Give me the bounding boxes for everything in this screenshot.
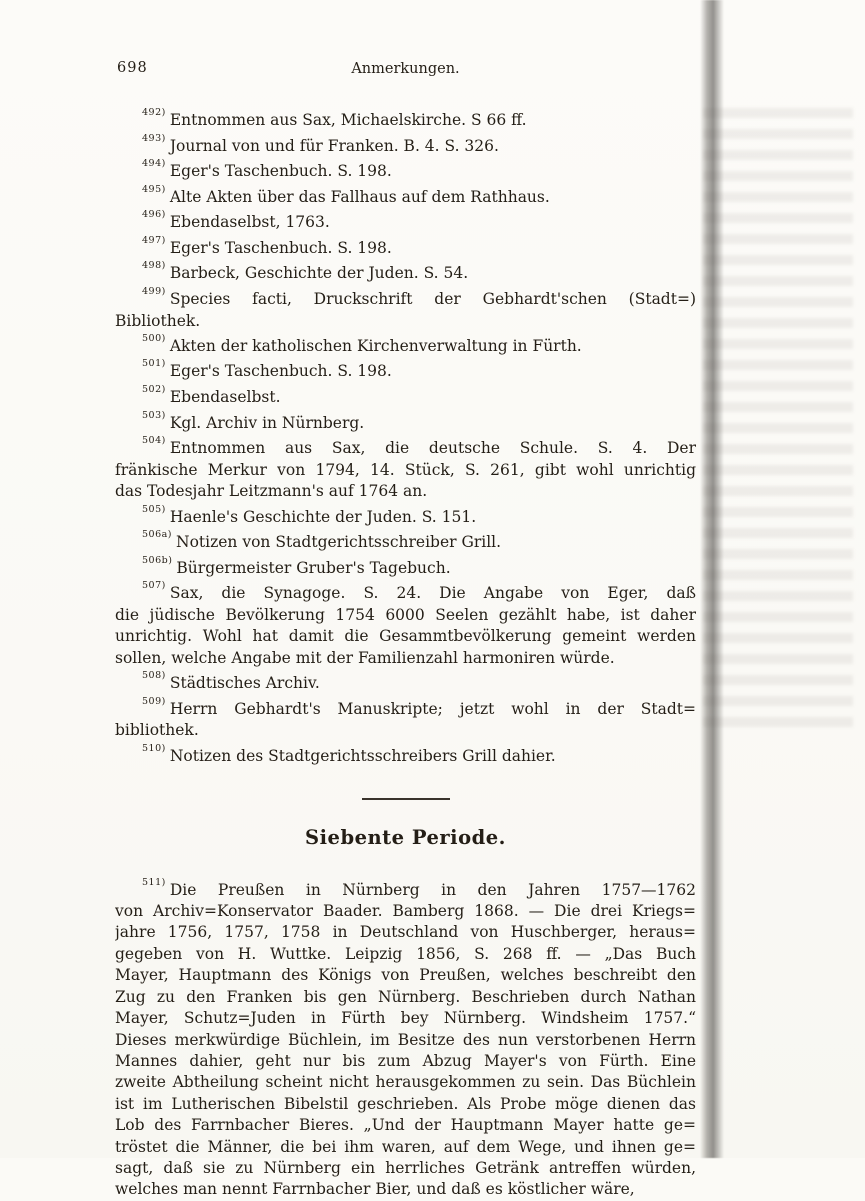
footnote-496 <box>115 208 696 234</box>
footnote-line <box>115 434 696 460</box>
footnote-number: 503) <box>142 409 166 421</box>
bleedthrough-texture <box>703 108 853 738</box>
footnote-number: 497) <box>142 234 166 246</box>
footnote-506a <box>115 528 696 554</box>
footnote-number: 495) <box>142 183 166 195</box>
footnote-501 <box>115 357 696 383</box>
footnote-line <box>115 383 696 409</box>
footnote-499 <box>115 285 696 332</box>
paragraph-line: welches man nennt Farrnbacher Bier, und daß es köstlicher wäre, <box>115 1180 635 1199</box>
running-header: Anmerkungen. <box>351 61 460 77</box>
paragraph-line: Lob des Farrnbacher Bieres. „Und der Hauptmann Mayer hatte ge= <box>115 1116 696 1135</box>
footnote-line <box>115 742 696 768</box>
footnote-number: 506b) <box>142 554 173 566</box>
footnote-line <box>115 157 696 183</box>
footnote-494 <box>115 157 696 183</box>
footnote-number: 501) <box>142 358 166 370</box>
footnote-504 <box>115 434 696 502</box>
footnote-line <box>115 332 696 358</box>
footnote-text: Eger's Taschenbuch. S. 198. <box>169 362 392 381</box>
page-header <box>115 60 696 84</box>
footnote-number: 500) <box>142 332 166 344</box>
footnote-text: Alte Akten über das Fallhaus auf dem Rathhaus. <box>169 187 550 206</box>
footnote-505 <box>115 503 696 529</box>
paragraph-line <box>115 876 696 902</box>
paragraph-line: von Archiv=Konservator Baader. Bamberg 1868. — Die drei Kriegs= <box>115 902 696 921</box>
footnote-line <box>115 579 696 605</box>
footnote-number: 505) <box>142 503 166 515</box>
paragraph-line: tröstet die Männer, die bei ihm waren, auf dem Wege, und ihnen ge= <box>115 1137 696 1156</box>
page-number: 698 <box>117 60 148 76</box>
footnote-line <box>115 554 696 580</box>
page-edge-shadow <box>700 0 724 1158</box>
footnote-493 <box>115 132 696 158</box>
footnote-text: Eger's Taschenbuch. S. 198. <box>169 238 392 257</box>
footnote-number: 496) <box>142 209 166 221</box>
footnote-number: 492) <box>142 107 166 118</box>
footnote-text: Species facti, Druckschrift der Gebhardt'schen (Stadt=) <box>169 290 696 309</box>
footnote-line <box>115 106 696 132</box>
footnote-508 <box>115 669 696 695</box>
paragraph-text: Die Preußen in Nürnberg in den Jahren 1757—1762 <box>169 880 696 899</box>
footnote-495 <box>115 183 696 209</box>
footnote-497 <box>115 234 696 260</box>
footnote-text: Kgl. Archiv in Nürnberg. <box>169 413 365 432</box>
footnotes-section <box>115 106 696 1201</box>
footnote-number: 508) <box>142 670 166 681</box>
paragraph-line: Mayer, Hauptmann des Königs von Preußen, welches beschreibt den <box>115 966 696 985</box>
footnote-number: 511) <box>142 876 166 888</box>
paragraph-line: Zug zu den Franken bis gen Nürnberg. Beschrieben durch Nathan <box>115 987 696 1006</box>
footnote-text: Entnommen aus Sax, Michaelskirche. S 66 ff. <box>169 111 527 130</box>
footnote-line <box>115 357 696 383</box>
footnote-text: Bürgermeister Gruber's Tagebuch. <box>176 558 451 577</box>
footnote-text: Journal von und für Franken. B. 4. S. 326. <box>169 136 499 155</box>
footnote-number: 493) <box>142 132 166 144</box>
footnote-text: Eger's Taschenbuch. S. 198. <box>169 162 392 181</box>
footnote-text: Herrn Gebhardt's Manuskripte; jetzt wohl in der Stadt= <box>169 699 696 718</box>
footnote-line <box>115 208 696 234</box>
footnote-line <box>115 409 696 435</box>
footnote-number: 507) <box>142 580 166 592</box>
section-separator <box>362 798 450 800</box>
footnote-line <box>115 132 696 158</box>
footnote-number: 499) <box>142 285 166 297</box>
footnote-text: Barbeck, Geschichte der Juden. S. 54. <box>169 264 469 283</box>
footnote-number: 498) <box>142 260 166 272</box>
paragraph-line: jahre 1756, 1757, 1758 in Deutschland von Huschberger, heraus= <box>115 923 696 942</box>
footnote-text: Sax, die Synagoge. S. 24. Die Angabe von Eger, daß <box>169 584 696 603</box>
footnote-502 <box>115 383 696 409</box>
footnote-498 <box>115 259 696 285</box>
paragraph-line: Mayer, Schutz=Juden in Fürth bey Nürnberg. Windsheim 1757.“ <box>115 1009 696 1028</box>
footnote-506b <box>115 554 696 580</box>
paragraph-line: gegeben von H. Wuttke. Leipzig 1856, S. 268 ff. — „Das Buch <box>115 944 696 963</box>
footnote-number: 502) <box>142 384 166 396</box>
footnote-number: 504) <box>142 435 166 447</box>
footnote-text: Ebendaselbst. <box>169 388 281 407</box>
footnote-line: die jüdische Bevölkerung 1754 6000 Seelen gezählt habe, ist daher <box>115 605 696 624</box>
footnote-text: Entnommen aus Sax, die deutsche Schule. S. 4. Der <box>169 439 696 458</box>
footnote-text: Haenle's Geschichte der Juden. S. 151. <box>169 507 477 526</box>
footnote-number: 494) <box>142 158 166 170</box>
footnote-line: das Todesjahr Leitzmann's auf 1764 an. <box>115 482 428 501</box>
footnote-509 <box>115 695 696 742</box>
footnote-507 <box>115 579 696 669</box>
footnote-line <box>115 259 696 285</box>
paragraph-line: sagt, daß sie zu Nürnberg ein herrliches Getränk antreffen würden, <box>115 1158 696 1177</box>
footnote-line: fränkische Merkur von 1794, 14. Stück, S. 261, gibt wohl unrichtig <box>115 460 696 479</box>
footnote-number: 506a) <box>142 529 173 541</box>
footnote-511 <box>115 876 696 1201</box>
footnote-492 <box>115 106 696 132</box>
footnote-line <box>115 183 696 209</box>
footnote-number: 510) <box>142 742 166 754</box>
paragraph-line: zweite Abtheilung scheint nicht herausgekommen zu sein. Das Büchlein <box>115 1073 696 1092</box>
footnote-line <box>115 528 696 554</box>
text-column <box>115 60 696 1201</box>
section-heading: Siebente Periode. <box>305 826 506 850</box>
footnote-line <box>115 234 696 260</box>
footnote-text: Notizen von Stadtgerichtsschreiber Grill. <box>176 533 502 552</box>
footnote-line <box>115 285 696 311</box>
footnote-500 <box>115 332 696 358</box>
footnote-text: Ebendaselbst, 1763. <box>169 213 330 232</box>
footnote-line: sollen, welche Angabe mit der Familienzahl harmoniren würde. <box>115 648 615 667</box>
footnote-number: 509) <box>142 695 166 707</box>
footnote-text: Städtisches Archiv. <box>169 674 320 693</box>
footnote-line: unrichtig. Wohl hat damit die Gesammtbevölkerung gemeint werden <box>115 627 696 646</box>
footnote-510 <box>115 742 696 768</box>
paragraph-line: ist im Lutherischen Bibelstil geschrieben. Als Probe möge dienen das <box>115 1094 696 1113</box>
footnote-text: Notizen des Stadtgerichtsschreibers Grill dahier. <box>169 746 556 765</box>
footnote-line <box>115 669 696 695</box>
footnote-text: Akten der katholischen Kirchenverwaltung in Fürth. <box>169 337 582 356</box>
footnote-line <box>115 503 696 529</box>
paragraph-line: Mannes dahier, geht nur bis zum Abzug Mayer's von Fürth. Eine <box>115 1051 696 1070</box>
footnote-503 <box>115 409 696 435</box>
footnote-line: bibliothek. <box>115 721 199 740</box>
footnote-line: Bibliothek. <box>115 311 201 330</box>
footnote-line <box>115 695 696 721</box>
paragraph-line: Dieses merkwürdige Büchlein, im Besitze des nun verstorbenen Herrn <box>115 1030 696 1049</box>
